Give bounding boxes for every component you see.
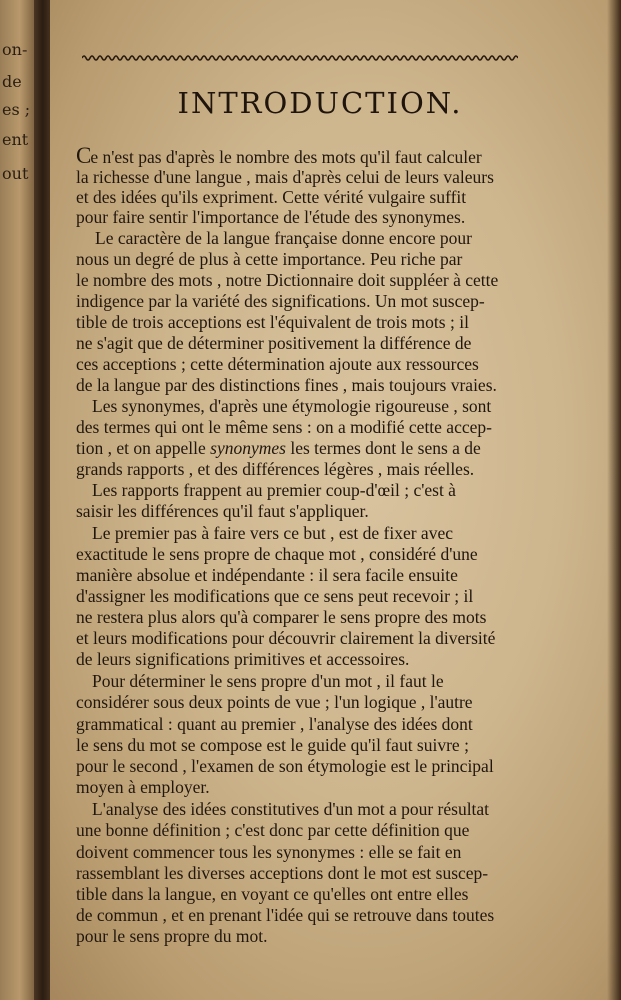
text-line: ne restera plus alors qu'à comparer le sens propre des mots [76, 607, 487, 627]
ornamental-rule [82, 54, 518, 62]
text-line: L'analyse des idées constitutives d'un mot a pour résultat [92, 799, 490, 819]
left-page-fragment: es ; [2, 100, 31, 119]
text-line: et des idées qu'ils expriment. Cette vérité vulgaire suffit [76, 187, 467, 207]
text-line: ces acceptions ; cette détermination ajoute aux ressources [76, 354, 479, 374]
text-line: tion , et on appelle synonymes les termes dont le sens a de [76, 438, 481, 458]
text-line: Le premier pas à faire vers ce but , est de fixer avec [92, 523, 453, 543]
text-line: exactitude le sens propre de chaque mot , considéré d'une [76, 544, 478, 564]
page-title: INTRODUCTION. [177, 86, 463, 120]
text-line: Pour déterminer le sens propre d'un mot , il faut le [92, 671, 444, 691]
left-facing-page [0, 0, 36, 1000]
text-line: tible de trois acceptions est l'équivalent de trois mots ; il [76, 312, 469, 332]
left-page-fragment: out [2, 164, 29, 183]
text-line: grammatical : quant au premier , l'analyse des idées dont [76, 714, 473, 734]
text-line: Le caractère de la langue française donne encore pour [95, 228, 472, 248]
text-line: pour le second , l'examen de son étymologie est le principal [76, 756, 494, 776]
text-line: Les synonymes, d'après une étymologie rigoureuse , sont [92, 396, 492, 416]
text-line: saisir les différences qu'il faut s'appliquer. [76, 501, 369, 521]
text-line: une bonne définition ; c'est donc par cette définition que [76, 820, 470, 840]
text-line: des termes qui ont le même sens : on a modifié cette accep- [76, 417, 492, 437]
text-line: pour faire sentir l'importance de l'étude des synonymes. [76, 207, 466, 227]
left-page-fragment: de [2, 72, 22, 91]
text-line: tible dans la langue, en voyant ce qu'elles ont entre elles [76, 884, 469, 904]
text-line: manière absolue et indépendante : il sera facile ensuite [76, 565, 458, 585]
text-line: le nombre des mots , notre Dictionnaire doit suppléer à cette [76, 270, 499, 290]
text-line: rassemblant les diverses acceptions dont le mot est suscep- [76, 863, 489, 883]
drop-cap: C [76, 143, 91, 168]
text-line: nous un degré de plus à cette importance. Peu riche par [76, 249, 463, 269]
italic-term: synonymes [210, 438, 286, 458]
text-line: ne s'agit que de déterminer positivement la différence de [76, 333, 472, 353]
left-page-fragment: on- [2, 40, 28, 59]
text-line: Ce n'est pas d'après le nombre des mots qu'il faut calculer [76, 143, 482, 168]
text-line: pour le sens propre du mot. [76, 926, 268, 946]
text-line: de leurs significations primitives et accessoires. [76, 649, 410, 669]
text-line: moyen à employer. [76, 777, 210, 797]
text-line: considérer sous deux points de vue ; l'un logique , l'autre [76, 692, 473, 712]
text-line: de la langue par des distinctions fines , mais toujours vraies. [76, 375, 497, 395]
left-page-fragment: ent [2, 130, 29, 149]
text-line: grands rapports , et des différences légères , mais réelles. [76, 459, 475, 479]
text-line: de commun , et en prenant l'idée qui se retrouve dans toutes [76, 905, 495, 925]
text-line: doivent commencer tous les synonymes : elle se fait en [76, 842, 462, 862]
text-line: Les rapports frappent au premier coup-d'œil ; c'est à [92, 480, 456, 500]
text-line: la richesse d'une langue , mais d'après celui de leurs valeurs [76, 167, 494, 187]
text-line: et leurs modifications pour découvrir clairement la diversité [76, 628, 496, 648]
text-line: indigence par la variété des significations. Un mot suscep- [76, 291, 485, 311]
text-line: le sens du mot se compose est le guide qu'il faut suivre ; [76, 735, 469, 755]
page-edge-shadow [607, 0, 621, 1000]
text-line: d'assigner les modifications que ce sens peut recevoir ; il [76, 586, 474, 606]
